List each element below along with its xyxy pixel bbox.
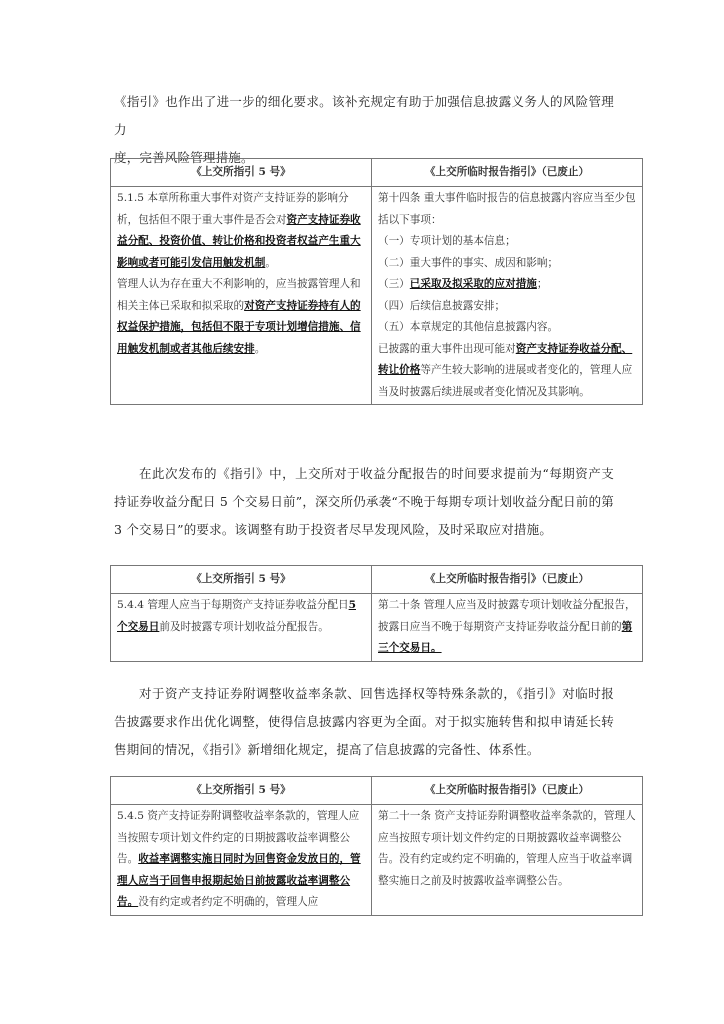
table3-left-text-1: 5.4.5 资产支持证券附调整收益率条款的，管理人应当按照专项计划文件约定的日期披露收益率调整公告。 — [117, 810, 360, 865]
table2-header-right: 《上交所临时报告指引》（已废止） — [372, 566, 643, 594]
table1-right-item-4: （四）后续信息披露安排； — [378, 299, 506, 312]
table2-right-bold: 第三个交易日。 — [378, 620, 633, 654]
table1-right-para-2-a: 已披露的重大事件出现可能对 — [378, 342, 516, 355]
table2-left-text-2: 前及时披露专项计划收益分配报告。 — [159, 620, 329, 633]
table1-left-text-2: 。 — [265, 256, 276, 269]
intro-line-2: 度，完善风险管理措施。 — [114, 150, 254, 165]
table1-right-item-2: （二）重大事件的事实、成因和影响； — [378, 256, 559, 269]
comparison-table-1 — [110, 158, 643, 405]
table2-left-bold: 5个交易日 — [117, 599, 356, 633]
paragraph-3: 对于资产支持证券附调整收益率条款、回售选择权等特殊条款的，《指引》对临时报告披露要求作出优化调整，使得信息披露内容更为全面。对于拟实施转售和拟申请延长转售期间的情况，《指引》新增细化规定，提高了信息披露的完备性、体系性。 — [114, 686, 614, 757]
table2-right-text: 第二十条 管理人应当及时披露专项计划收益分配报告，披露日应当不晚于每期资产支持证券收益分配日前的 — [378, 599, 636, 633]
table3-left-bold: 收益率调整实施日同时为回售资金发放日的，管理人应当于回售申报期起始日前披露收益率调整公告。 — [117, 853, 361, 908]
table1-header-left: 《上交所指引 5 号》 — [111, 159, 372, 187]
table1-header-right: 《上交所临时报告指引》（已废止） — [372, 159, 643, 187]
intro-line-1: 《指引》也作出了进一步的细化要求。该补充规定有助于加强信息披露义务人的风险管理力 — [114, 94, 614, 137]
table1-left-text-1: 5.1.5 本章所称重大事件对资产支持证券的影响分析，包括但不限于重大事件是否会对 — [117, 192, 349, 226]
table3-right-text: 第二十一条 资产支持证券附调整收益率条款的，管理人应当按照专项计划文件约定的日期披露收益率调整公告。没有约定或约定不明确的，管理人应当于收益率调整实施日之前及时披露收益率调整公告。 — [378, 810, 636, 887]
table1-right-item-3-suffix: ； — [536, 278, 548, 290]
table3-left-cell — [111, 805, 372, 916]
table1-right-para-2 — [378, 339, 636, 404]
comparison-table-3 — [110, 776, 643, 916]
table1-right-cell — [372, 187, 643, 405]
table1-right-item-5: （五）本章规定的其他信息披露内容。 — [378, 321, 559, 333]
comparison-table-2 — [110, 565, 643, 662]
table3-header-right: 《上交所临时报告指引》（已废止） — [372, 777, 643, 805]
table1-left-bold-2: 对资产支持证券持有人的权益保护措施，包括但不限于专项计划增信措施、信用触发机制或者其他后续安排 — [117, 299, 361, 355]
table1-left-cell — [111, 187, 372, 405]
table2-left-cell — [111, 594, 372, 662]
table1-left-text-3: 管理人认为存在重大不利影响的，应当披露管理人和相关主体已采取和拟采取的 — [117, 278, 361, 312]
table1-left-bold-1: 资产支持证券收益分配、投资价值、转让价格和投资者权益产生重大影响或者可能引发信用触发机制 — [117, 213, 361, 269]
table1-right-para-2-c: 等产生较大影响的进展或者变化的，管理人应当及时披露后续进展或者变化情况及其影响。 — [378, 364, 633, 398]
table1-right-item-3-prefix: （三） — [378, 278, 410, 290]
table1-right-item-1: （一）专项计划的基本信息； — [378, 235, 516, 247]
table1-right-item-3 — [378, 274, 636, 296]
table3-left-text-2: 没有约定或者约定不明确的，管理人应 — [138, 896, 319, 908]
paragraph-2: 在此次发布的《指引》中，上交所对于收益分配报告的时间要求提前为“每期资产支持证券收益分配日 5 个交易日前”，深交所仍承袭“不晚于每期专项计划收益分配日前的第 3 个交易日”的要求。该调整有助于投资者尽早发现风险，及时采取应对措施。 — [114, 466, 614, 537]
table1-right-para-1: 第十四条 重大事件临时报告的信息披露内容应当至少包括以下事项： — [378, 192, 636, 226]
table2-header-left: 《上交所指引 5 号》 — [111, 566, 372, 594]
table3-right-cell — [372, 805, 643, 916]
table2-left-text-1: 5.4.4 管理人应当于每期资产支持证券收益分配日 — [117, 599, 349, 611]
table1-right-para-2-bold: 资产支持证券收益分配、转让价格 — [378, 342, 633, 376]
table2-right-cell — [372, 594, 643, 662]
table1-left-para-2 — [117, 274, 365, 360]
table3-header-left: 《上交所指引 5 号》 — [111, 777, 372, 805]
table1-right-item-3-bold: 已采取及拟采取的应对措施 — [409, 278, 537, 290]
table1-left-text-4: 。 — [254, 342, 266, 355]
